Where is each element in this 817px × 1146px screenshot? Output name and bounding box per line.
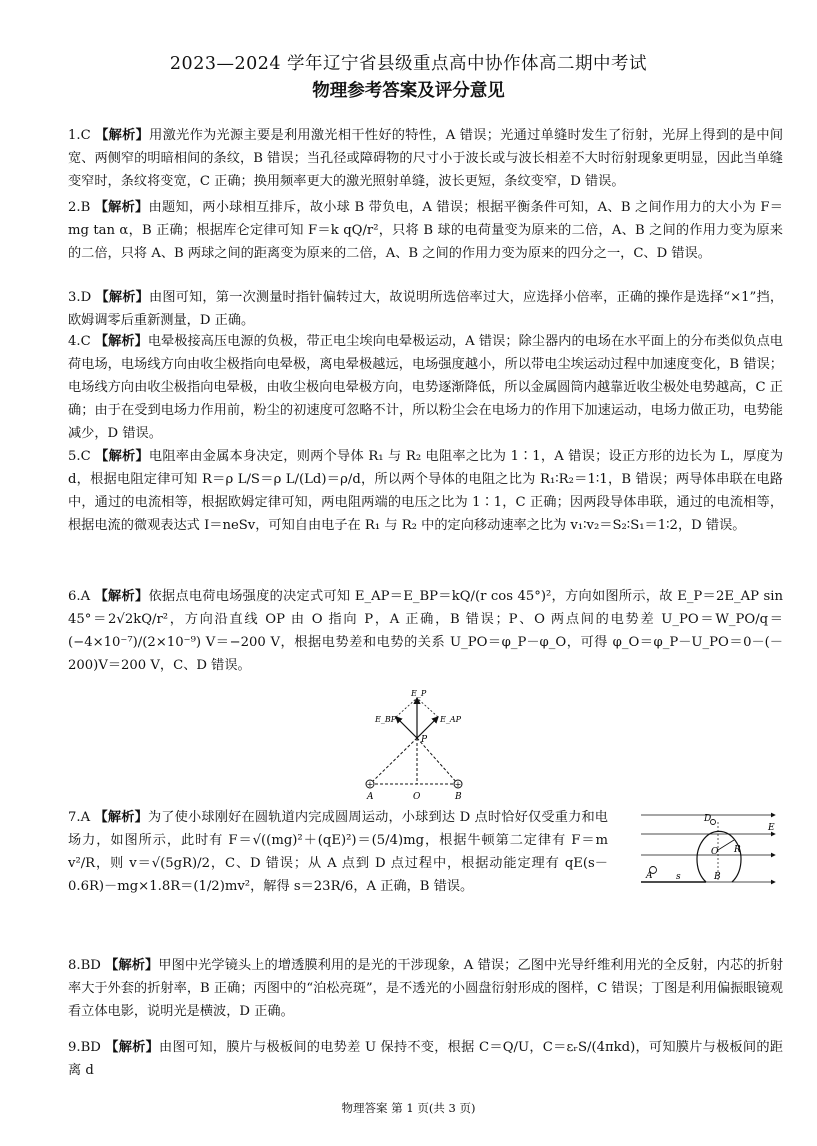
figure-7-diagram	[638, 810, 778, 895]
label-eap: E_AP	[440, 715, 461, 724]
page-title: 2023—2024 学年辽宁省县级重点高中协作体高二期中考试	[169, 54, 648, 74]
label-o7: O	[711, 847, 719, 857]
answer-7: 7.A 【解析】为了使小球刚好在圆轨道内完成圆周运动，小球到达 D 点时恰好仅受重力和电场力，如图所示，此时有 F＝√((mg)²＋(qE)²)＝(5/4)mg，根据牛顿第二定律有 F＝m v²/R，则 v＝√(5gR)/2，C、D 错误；从 A 点到 D 点过程中，根据动能定理有 qE(s－0.6R)－mg×1.8R＝(1/2)mv²，解得 s＝23R/6，A 正确，B 错误。	[68, 810, 608, 894]
answer-5: 5.C 【解析】电阻率由金属本身决定，则两个导体 R₁ 与 R₂ 电阻率之比为 1∶1，A 错误；设正方形的边长为 L，厚度为 d，根据电阻定律可知 R＝ρ L/S＝ρ L/(Ld)＝ρ/d，所以两个导体的电阻之比为 R₁∶R₂＝1∶1，B 错误；两导体串联在电路中，通过的电流相等，根据欧姆定律可知，两电阻两端的电压之比为 1∶1，C 正确；因两段导体串联，通过的电流相等，根据电流的微观表达式 I＝neSv，可知自由电子在 R₁ 与 R₂ 中的定向移动速率之比为 v₁∶v₂＝S₂∶S₁＝1∶2，D 错误。	[68, 449, 784, 533]
page-subtitle: 物理参考答案及评分意见	[312, 81, 505, 101]
label-r: R	[734, 845, 741, 855]
line-pa	[370, 738, 417, 784]
label-ebp: E_BP	[375, 715, 397, 724]
answer-2: 2.B 【解析】由题知，两小球相互排斥，故小球 B 带负电，A 错误；根据平衡条件可知，A、B 之间作用力的大小为 F＝mg tan α，B 正确；根据库仑定律可知 F＝k qQ/r²，只将 B 球的电荷量变为原来的二倍，A、B 之间的作用力变为原来的二倍，只将 A、B 两球之间的距离变为原来的二倍，A、B 之间的作用力变为原来的四分之一，C、D 错误。	[68, 200, 783, 261]
page-footer: 物理答案 第 1 页(共 3 页)	[341, 1101, 476, 1115]
answer-9: 9.BD 【解析】由图可知，膜片与极板间的电势差 U 保持不变，根据 C＝Q/U，C＝εᵣS/(4πkd)，可知膜片与极板间的距离 d	[68, 1040, 783, 1078]
figure-6-diagram	[355, 688, 485, 804]
ball-d	[711, 820, 716, 825]
answer-6: 6.A 【解析】依据点电荷电场强度的决定式可知 E_AP＝E_BP＝kQ/(r cos 45°)²，方向如图所示，故 E_P＝2E_AP sin 45°＝2√2kQ/r²，方向沿直线 OP 由 O 指向 P，A 正确，B 错误；P、O 两点间的电势差 U_PO＝W_PO/q＝(−4×10⁻⁷)/(2×10⁻⁹) V＝−200 V，根据电势差和电势的关系 U_PO＝φ_P－φ_O，可得 φ_O＝φ_P－U_PO＝0－(－200)V＝200 V，C、D 错误。	[68, 589, 783, 673]
charge-b-sign: +	[454, 780, 462, 789]
answer-3: 3.D 【解析】由图可知，第一次测量时指针偏转过大，故说明所选倍率过大，应选择小倍率，正确的操作是选择“×1”挡，欧姆调零后重新测量，D 正确。	[68, 290, 784, 328]
answer-4: 4.C 【解析】电晕极接高压电源的负极，带正电尘埃向电晕极运动，A 错误；除尘器内的电场在水平面上的分布类似负点电荷电场，电场线方向由收尘极指向电晕极，离电晕极越远，电场强度越小，所以带电尘埃运动过程中加速度变化，B 错误；电场线方向由收尘极指向电晕极，由收尘极向电晕极方向，电势逐渐降低，所以金属圆筒内越靠近收尘极处电势越高，C 正确；由于在受到电场力作用前，粉尘的初速度可忽略不计，所以粉尘会在电场力的作用下加速运动，电场力做正功，电势能减少，D 错误。	[68, 334, 783, 441]
radius-line	[718, 840, 734, 850]
label-d: D	[704, 814, 712, 824]
label-b7: B	[714, 872, 721, 882]
parallelogram-2	[417, 698, 438, 717]
answer-1: 1.C 【解析】用激光作为光源主要是利用激光相干性好的特性，A 错误；光通过单缝时发生了衍射，光屏上得到的是中间宽、两侧窄的明暗相间的条纹，B 错误；当孔径或障碍物的尺寸小于波长或与波长相差不大时衍射现象更明显，因此当单缝变窄时，条纹将变宽，C 正确；换用频率更大的激光照射单缝，波长更短，条纹变窄，D 错误。	[68, 128, 784, 189]
label-p: P	[421, 735, 428, 745]
label-s: s	[676, 872, 681, 882]
label-a: A	[367, 792, 374, 802]
label-o: O	[413, 792, 421, 802]
parallelogram-1	[396, 698, 417, 717]
charge-a-sign: +	[366, 780, 374, 789]
label-e: E	[768, 823, 775, 833]
label-b: B	[455, 792, 462, 802]
vector-ebp	[396, 717, 417, 738]
label-ep: E_P	[411, 689, 427, 698]
label-a7: A	[646, 871, 653, 881]
answer-8: 8.BD 【解析】甲图中光学镜头上的增透膜利用的是光的干涉现象，A 错误；乙图中光导纤维利用光的全反射，内芯的折射率大于外套的折射率，B 正确；丙图中的“泊松亮斑”，是不透光的小圆盘衍射形成的图样，C 错误；丁图是利用偏振眼镜观看立体电影，说明光是横波，D 正确。	[68, 958, 784, 1019]
